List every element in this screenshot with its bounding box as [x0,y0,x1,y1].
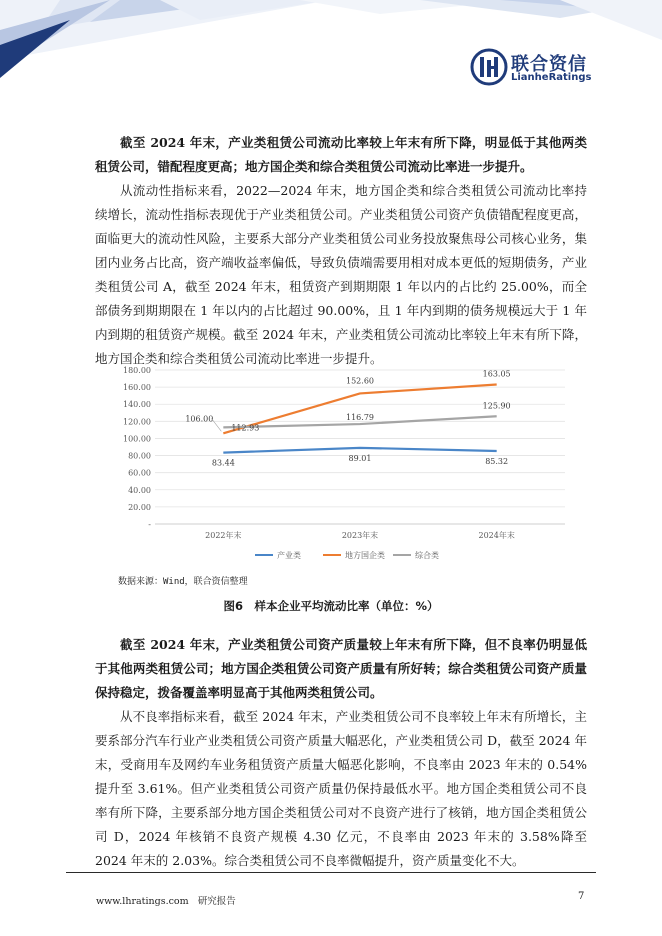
section-2-heading: 截至 2024 年末，产业类租赁公司资产质量较上年末有所下降，但不良率仍明显低于其他两类租赁公司；地方国企类租赁公司资产质量有所好转；综合类租赁公司资产质量保持稳定，拨备覆盖率明显高于其他两类租赁公司。 [95,637,587,700]
figure-caption: 图6 样本企业平均流动比率（单位：%） [223,599,439,613]
y-tick-label: 160.00 [123,383,151,393]
footer-divider [66,872,596,873]
x-tick-label: 2022年末 [205,531,242,540]
y-tick-label: 120.00 [123,417,151,427]
data-label: 85.32 [485,457,509,467]
logo-name-cn: 联合资信 [511,54,587,75]
legend-label: 产业类 [277,551,301,560]
footer-info [96,893,236,907]
data-label: 89.01 [348,453,372,463]
y-tick-label: 140.00 [123,400,151,410]
legend-label: 综合类 [415,551,439,560]
y-tick-label: 60.00 [128,468,151,478]
footer-url[interactable]: www.lhratings.com [96,896,189,907]
footer-label: 研究报告 [197,896,236,907]
legend-label: 地方国企类 [345,551,385,560]
section-2-body: 从不良率指标来看，截至 2024 年末，产业类租赁公司不良率较上年末有所增长，主要系部分汽车行业产业类租赁公司资产质量大幅恶化，产业类租赁公司 D，截至 2024 年末，受商用车及网约车业务租赁资产质量大幅恶化影响，不良率由 2023 年末的 0.54%提升至 3.61%。但产业类租赁公司资产质量仍保持最低水平。地方国企类租赁公司不良率有所下降，主要系部分地方国企类租赁公司对不良资产进行了核销，地方国企类租赁公司 D，2024 年核销不良资产规模 4.30 亿元，不良率由 2023 年末的 3.58%降至 2024 年末的 2.03%。综合类租赁公司不良率微幅提升，资产质量变化不大。 [95,709,587,868]
data-label: 112.93 [231,423,260,433]
x-tick-label: 2024年末 [478,531,515,540]
page-number: 7 [578,891,585,902]
data-label: 106.00 [185,414,214,424]
logo-mark-icon [470,48,508,86]
y-tick-label: 20.00 [128,502,151,512]
data-label: 83.44 [211,458,235,468]
x-tick-label: 2023年末 [341,531,379,540]
liquidity-ratio-chart [95,356,585,571]
y-tick-label: 80.00 [128,451,151,461]
data-label: 125.90 [482,401,511,411]
y-tick-label: 40.00 [128,485,151,495]
label-leader-line [211,418,221,431]
section-1-heading: 截至 2024 年末，产业类租赁公司流动比率较上年末有所下降，明显低于其他两类租赁公司，错配程度更高；地方国企类和综合类租赁公司流动比率进一步提升。 [95,135,587,174]
data-label: 163.05 [482,369,511,379]
y-tick-label: 100.00 [123,434,151,444]
series-line-0 [223,448,496,453]
figure-source: 数据来源：Wind，联合资信整理 [118,577,248,587]
data-label: 116.79 [346,413,374,423]
data-label: 152.60 [346,376,374,386]
logo-name-en: LianheRatings [511,72,592,83]
section-1-body: 从流动性指标来看，2022—2024 年末，地方国企类和综合类租赁公司流动比率持续增长，流动性指标表现优于产业类租赁公司。产业类租赁公司资产负债错配程度更高，面临更大的流动性风险，主要系大部分产业类租赁公司业务投放聚焦母公司核心业务，集团内业务占比高，资产端收益率偏低，导致负债端需要用相对成本更低的短期债务，产业类租赁公司 A，截至 2024 年末，租赁资产到期期限 1 年以内的占比约 25.00%，而全部债务到期期限在 1 年以内的占比超过 90.00%，且 1 年内到期的债务规模远大于 1 年内到期的租赁资产规模。截至 2024 年末，产业类租赁公司流动比率较上年末有所下降，地方国企类和综合类租赁公司流动比率进一步提升。 [95,183,587,366]
brand-logo [470,48,640,92]
y-tick-label: 180.00 [123,366,151,375]
y-tick-label: - [148,520,151,529]
